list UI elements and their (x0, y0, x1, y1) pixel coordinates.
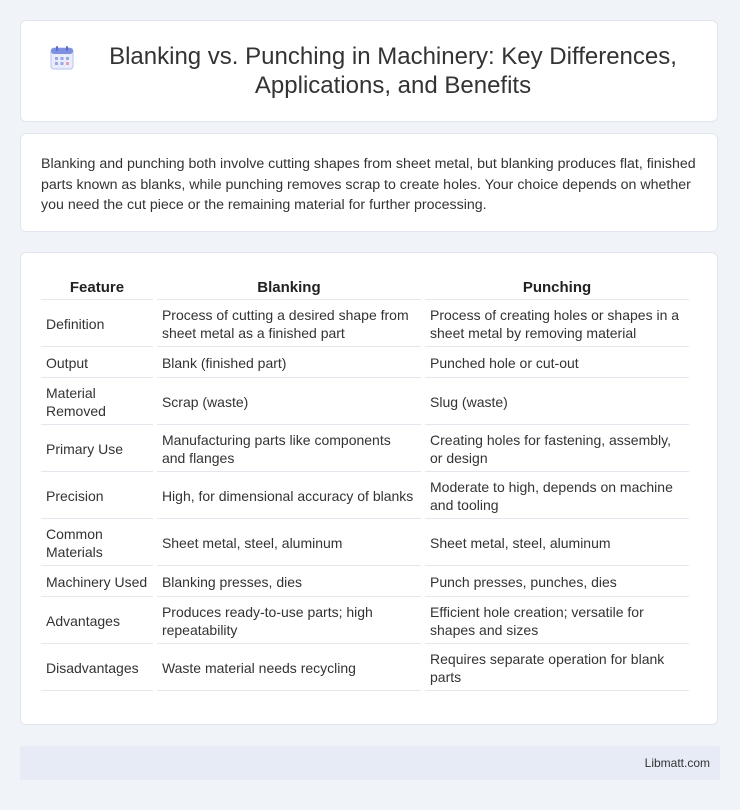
table-row (41, 302, 689, 347)
feature-cell: Definition (41, 302, 153, 347)
table-row (41, 599, 689, 644)
feature-cell: Output (41, 349, 153, 378)
footer-site-link[interactable]: Libmatt.com (644, 756, 710, 770)
feature-cell: Disadvantages (41, 646, 153, 691)
header-feature: Feature (41, 273, 153, 300)
table-row (41, 521, 689, 566)
feature-cell: Primary Use (41, 427, 153, 472)
comparison-card (20, 252, 718, 725)
header-punching: Punching (425, 273, 689, 300)
blanking-cell: Sheet metal, steel, aluminum (157, 521, 421, 566)
table-row (41, 646, 689, 691)
table-row (41, 349, 689, 378)
table-header-row (41, 273, 689, 300)
blanking-cell: Produces ready-to-use parts; high repeatability (157, 599, 421, 644)
blanking-cell: Process of cutting a desired shape from sheet metal as a finished part (157, 302, 421, 347)
blanking-cell: Manufacturing parts like components and flanges (157, 427, 421, 472)
calendar-icon (49, 45, 75, 71)
feature-cell: Common Materials (41, 521, 153, 566)
page-title: Blanking vs. Punching in Machinery: Key Differences, Applications, and Benefits (109, 43, 677, 99)
feature-cell: Machinery Used (41, 568, 153, 597)
blanking-cell: Scrap (waste) (157, 380, 421, 425)
title-card (20, 20, 718, 122)
intro-card (20, 133, 718, 232)
blanking-cell: High, for dimensional accuracy of blanks (157, 474, 421, 519)
feature-cell: Advantages (41, 599, 153, 644)
table-row (41, 427, 689, 472)
blanking-cell: Waste material needs recycling (157, 646, 421, 691)
punching-cell: Slug (waste) (425, 380, 689, 425)
punching-cell: Punched hole or cut-out (425, 349, 689, 378)
title-wrap (49, 42, 689, 100)
comparison-table (37, 271, 693, 693)
punching-cell: Efficient hole creation; versatile for shapes and sizes (425, 599, 689, 644)
intro-paragraph: Blanking and punching both involve cutting shapes from sheet metal, but blanking produces flat, finished parts known as blanks, while punching removes scrap to create holes. Your choice depends on whether you need the cut piece or the remaining material for further processing. (41, 156, 696, 213)
blanking-cell: Blanking presses, dies (157, 568, 421, 597)
punching-cell: Creating holes for fastening, assembly, or design (425, 427, 689, 472)
feature-cell: Material Removed (41, 380, 153, 425)
header-blanking: Blanking (157, 273, 421, 300)
table-row (41, 380, 689, 425)
table-row (41, 474, 689, 519)
blanking-cell: Blank (finished part) (157, 349, 421, 378)
punching-cell: Sheet metal, steel, aluminum (425, 521, 689, 566)
punching-cell: Punch presses, punches, dies (425, 568, 689, 597)
footer-bar (20, 746, 720, 780)
feature-cell: Precision (41, 474, 153, 519)
punching-cell: Moderate to high, depends on machine and tooling (425, 474, 689, 519)
punching-cell: Requires separate operation for blank parts (425, 646, 689, 691)
punching-cell: Process of creating holes or shapes in a sheet metal by removing material (425, 302, 689, 347)
table-row (41, 568, 689, 597)
